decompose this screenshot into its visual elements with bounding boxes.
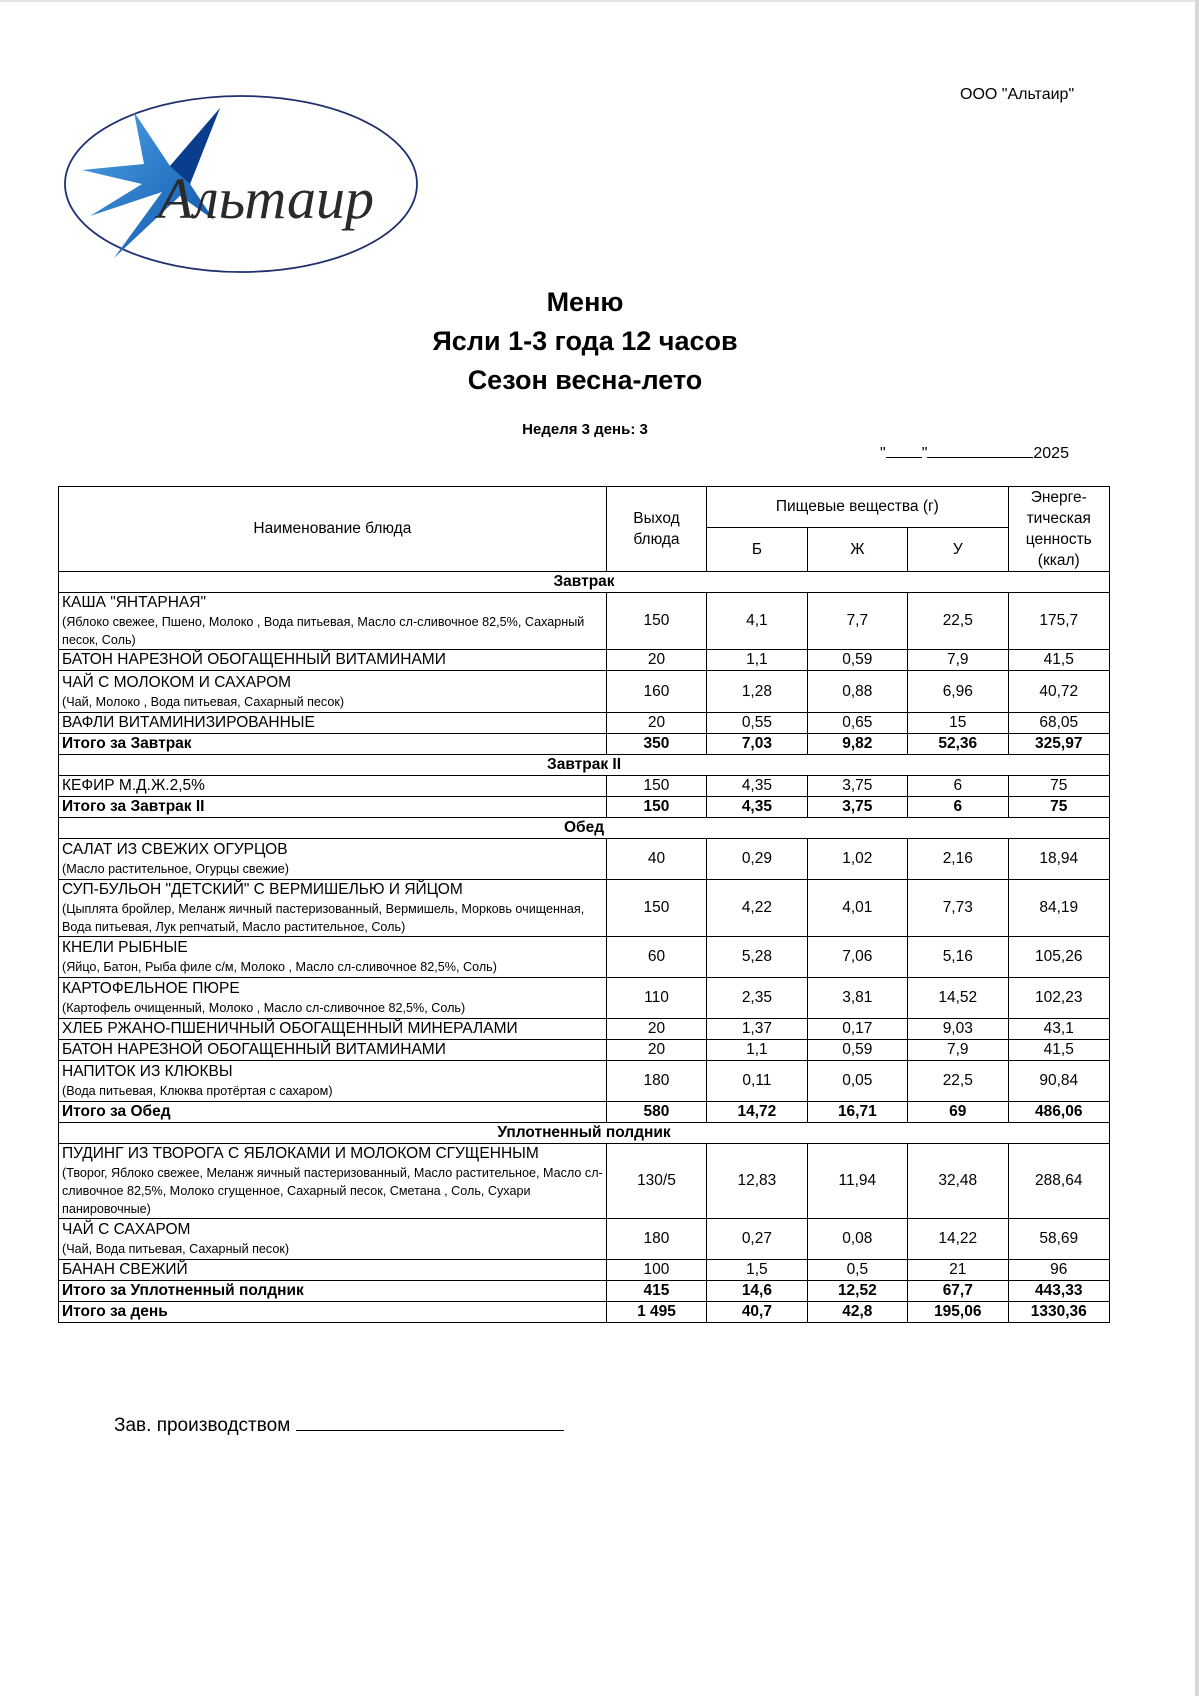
dish-b: 1,1 <box>707 650 807 671</box>
dish-zh: 0,17 <box>807 1019 907 1040</box>
section-total-row <box>59 734 1110 755</box>
dish-b: 4,35 <box>707 776 807 797</box>
total-u: 6 <box>908 797 1008 818</box>
total-b: 4,35 <box>707 797 807 818</box>
dish-output: 20 <box>606 713 706 734</box>
dish-energy: 102,23 <box>1008 978 1110 1019</box>
dish-name: САЛАТ ИЗ СВЕЖИХ ОГУРЦОВ <box>62 841 288 858</box>
total-label: Итого за Обед <box>59 1102 607 1123</box>
dish-name: ПУДИНГ ИЗ ТВОРОГА С ЯБЛОКАМИ И МОЛОКОМ СГУЩЕННЫМ <box>62 1145 539 1162</box>
section-title: Уплотненный полдник <box>59 1123 1110 1144</box>
dish-cell <box>59 1260 607 1281</box>
total-zh: 12,52 <box>807 1281 907 1302</box>
dish-energy: 90,84 <box>1008 1061 1110 1102</box>
dish-name: НАПИТОК ИЗ КЛЮКВЫ <box>62 1063 233 1080</box>
dish-cell <box>59 880 607 937</box>
total-output: 350 <box>606 734 706 755</box>
dish-zh: 3,75 <box>807 776 907 797</box>
dish-u: 9,03 <box>908 1019 1008 1040</box>
dish-b: 2,35 <box>707 978 807 1019</box>
total-output: 415 <box>606 1281 706 1302</box>
dish-row <box>59 937 1110 978</box>
dish-cell <box>59 978 607 1019</box>
dish-row <box>59 1061 1110 1102</box>
dish-row <box>59 713 1110 734</box>
dish-b: 0,55 <box>707 713 807 734</box>
dish-b: 12,83 <box>707 1144 807 1219</box>
dish-u: 6 <box>908 776 1008 797</box>
week-day-label: Неделя 3 день: 3 <box>522 421 648 438</box>
dish-u: 14,52 <box>908 978 1008 1019</box>
dish-ingredients: (Вода питьевая, Клюква протёртая с сахаром) <box>62 1084 333 1098</box>
dish-name: КАША "ЯНТАРНАЯ" <box>62 594 206 611</box>
dish-zh: 11,94 <box>807 1144 907 1219</box>
season-title: Сезон весна-лето <box>467 365 703 395</box>
day-total-output: 1 495 <box>606 1302 706 1323</box>
dish-output: 130/5 <box>606 1144 706 1219</box>
total-zh: 3,75 <box>807 797 907 818</box>
day-total-energy: 1330,36 <box>1008 1302 1110 1323</box>
total-b: 14,6 <box>707 1281 807 1302</box>
dish-cell <box>59 1144 607 1219</box>
dish-u: 14,22 <box>908 1219 1008 1260</box>
dish-u: 7,9 <box>908 650 1008 671</box>
page-top-edge <box>0 0 1199 2</box>
menu-table <box>58 486 1110 1323</box>
svg-text:Альтаир: Альтаир <box>158 166 374 231</box>
dish-energy: 288,64 <box>1008 1144 1110 1219</box>
section-total-row <box>59 1281 1110 1302</box>
total-output: 580 <box>606 1102 706 1123</box>
total-energy: 443,33 <box>1008 1281 1110 1302</box>
dish-name: КНЕЛИ РЫБНЫЕ <box>62 939 188 956</box>
dish-energy: 40,72 <box>1008 671 1110 713</box>
header-name: Наименование блюда <box>59 487 607 572</box>
dish-zh: 1,02 <box>807 839 907 880</box>
section-total-row <box>59 797 1110 818</box>
dish-u: 7,9 <box>908 1040 1008 1061</box>
section-title: Завтрак <box>59 572 1110 593</box>
total-u: 69 <box>908 1102 1008 1123</box>
dish-energy: 18,94 <box>1008 839 1110 880</box>
page-right-edge <box>1195 0 1199 1696</box>
dish-ingredients: (Яйцо, Батон, Рыба филе с/м, Молоко , Масло сл-сливочное 82,5%, Соль) <box>62 960 497 974</box>
section-row <box>59 818 1110 839</box>
page-title: Меню <box>546 287 624 317</box>
dish-output: 180 <box>606 1219 706 1260</box>
dish-b: 0,27 <box>707 1219 807 1260</box>
dish-name: БАНАН СВЕЖИЙ <box>62 1261 188 1278</box>
dish-ingredients: (Чай, Молоко , Вода питьевая, Сахарный песок) <box>62 694 345 709</box>
dish-u: 32,48 <box>908 1144 1008 1219</box>
dish-u: 21 <box>908 1260 1008 1281</box>
dish-b: 0,11 <box>707 1061 807 1102</box>
section-total-row <box>59 1102 1110 1123</box>
section-row <box>59 1123 1110 1144</box>
header-b: Б <box>707 528 807 572</box>
total-u: 52,36 <box>908 734 1008 755</box>
dish-cell <box>59 713 607 734</box>
dish-output: 100 <box>606 1260 706 1281</box>
dish-row <box>59 593 1110 650</box>
altair-logo <box>62 92 422 287</box>
total-b: 14,72 <box>707 1102 807 1123</box>
day-total-label: Итого за день <box>59 1302 607 1323</box>
dish-b: 4,22 <box>707 880 807 937</box>
dish-b: 1,28 <box>707 671 807 713</box>
dish-zh: 3,81 <box>807 978 907 1019</box>
dish-cell <box>59 1040 607 1061</box>
dish-energy: 41,5 <box>1008 1040 1110 1061</box>
total-output: 150 <box>606 797 706 818</box>
dish-u: 15 <box>908 713 1008 734</box>
day-total-zh: 42,8 <box>807 1302 907 1323</box>
total-energy: 325,97 <box>1008 734 1110 755</box>
dish-zh: 7,7 <box>807 593 907 650</box>
dish-row <box>59 671 1110 713</box>
dish-energy: 175,7 <box>1008 593 1110 650</box>
dish-name: БАТОН НАРЕЗНОЙ ОБОГАЩЕННЫЙ ВИТАМИНАМИ <box>62 651 446 668</box>
header-zh: Ж <box>807 528 907 572</box>
dish-output: 150 <box>606 593 706 650</box>
dish-row <box>59 1019 1110 1040</box>
total-label: Итого за Завтрак <box>59 734 607 755</box>
date-line <box>880 443 1069 463</box>
dish-name: ВАФЛИ ВИТАМИНИЗИРОВАННЫЕ <box>62 714 315 731</box>
dish-u: 2,16 <box>908 839 1008 880</box>
dish-energy: 96 <box>1008 1260 1110 1281</box>
dish-row <box>59 880 1110 937</box>
total-zh: 16,71 <box>807 1102 907 1123</box>
header-u: У <box>908 528 1008 572</box>
header-energy: Энерге-тическая ценность (ккал) <box>1008 487 1110 572</box>
dish-cell <box>59 839 607 880</box>
date-quote-close: " <box>921 445 928 462</box>
dish-output: 20 <box>606 1040 706 1061</box>
dish-ingredients: (Чай, Вода питьевая, Сахарный песок) <box>62 1242 290 1256</box>
dish-row <box>59 839 1110 880</box>
section-row <box>59 572 1110 593</box>
dish-ingredients: (Масло растительное, Огурцы свежие) <box>62 862 289 876</box>
total-zh: 9,82 <box>807 734 907 755</box>
total-label: Итого за Уплотненный полдник <box>59 1281 607 1302</box>
dish-energy: 75 <box>1008 776 1110 797</box>
document-titles <box>0 283 1170 400</box>
signature-block <box>114 1412 564 1437</box>
menu-table-body <box>59 572 1110 1323</box>
dish-u: 22,5 <box>908 1061 1008 1102</box>
day-total-row <box>59 1302 1110 1323</box>
total-b: 7,03 <box>707 734 807 755</box>
date-day-blank <box>886 443 922 458</box>
dish-row <box>59 776 1110 797</box>
page-subtitle: Ясли 1-3 года 12 часов <box>432 326 738 356</box>
dish-zh: 0,65 <box>807 713 907 734</box>
dish-row <box>59 1040 1110 1061</box>
dish-output: 40 <box>606 839 706 880</box>
dish-name: СУП-БУЛЬОН "ДЕТСКИЙ" С ВЕРМИШЕЛЬЮ И ЯЙЦОМ <box>62 881 463 898</box>
company-name: ООО "Альтаир" <box>960 86 1075 103</box>
dish-output: 20 <box>606 650 706 671</box>
total-label: Итого за Завтрак II <box>59 797 607 818</box>
header-output: Выход блюда <box>606 487 706 572</box>
dish-energy: 84,19 <box>1008 880 1110 937</box>
dish-zh: 0,88 <box>807 671 907 713</box>
dish-zh: 0,5 <box>807 1260 907 1281</box>
dish-zh: 7,06 <box>807 937 907 978</box>
dish-name: ЧАЙ С САХАРОМ <box>62 1221 191 1238</box>
dish-cell <box>59 1061 607 1102</box>
day-total-b: 40,7 <box>707 1302 807 1323</box>
section-title: Завтрак II <box>59 755 1110 776</box>
dish-row <box>59 1219 1110 1260</box>
dish-name: ХЛЕБ РЖАНО-ПШЕНИЧНЫЙ ОБОГАЩЕННЫЙ МИНЕРАЛАМИ <box>62 1020 518 1037</box>
dish-output: 150 <box>606 880 706 937</box>
dish-output: 110 <box>606 978 706 1019</box>
signature-label: Зав. производством <box>114 1415 291 1436</box>
signature-line <box>296 1412 564 1431</box>
dish-energy: 41,5 <box>1008 650 1110 671</box>
dish-ingredients: (Яблоко свежее, Пшено, Молоко , Вода питьевая, Масло сл-сливочное 82,5%, Сахарный песок, Соль) <box>62 615 585 647</box>
header-nutrients: Пищевые вещества (г) <box>707 487 1008 528</box>
day-total-u: 195,06 <box>908 1302 1008 1323</box>
dish-cell <box>59 937 607 978</box>
dish-u: 7,73 <box>908 880 1008 937</box>
dish-cell <box>59 593 607 650</box>
dish-output: 60 <box>606 937 706 978</box>
dish-ingredients: (Картофель очищенный, Молоко , Масло сл-сливочное 82,5%, Соль) <box>62 1001 466 1015</box>
dish-row <box>59 1144 1110 1219</box>
dish-energy: 68,05 <box>1008 713 1110 734</box>
dish-output: 160 <box>606 671 706 713</box>
dish-output: 20 <box>606 1019 706 1040</box>
dish-cell <box>59 1019 607 1040</box>
date-month-blank <box>927 443 1033 458</box>
dish-b: 1,37 <box>707 1019 807 1040</box>
dish-zh: 0,59 <box>807 1040 907 1061</box>
total-energy: 75 <box>1008 797 1110 818</box>
total-u: 67,7 <box>908 1281 1008 1302</box>
section-title: Обед <box>59 818 1110 839</box>
date-year: 2025 <box>1033 445 1069 462</box>
dish-zh: 0,59 <box>807 650 907 671</box>
dish-row <box>59 978 1110 1019</box>
dish-name: ЧАЙ С МОЛОКОМ И САХАРОМ <box>62 673 292 691</box>
total-energy: 486,06 <box>1008 1102 1110 1123</box>
dish-cell <box>59 776 607 797</box>
dish-energy: 105,26 <box>1008 937 1110 978</box>
dish-zh: 0,05 <box>807 1061 907 1102</box>
dish-name: БАТОН НАРЕЗНОЙ ОБОГАЩЕННЫЙ ВИТАМИНАМИ <box>62 1041 446 1058</box>
dish-output: 180 <box>606 1061 706 1102</box>
dish-row <box>59 650 1110 671</box>
section-row <box>59 755 1110 776</box>
dish-name: КЕФИР М.Д.Ж.2,5% <box>62 777 205 794</box>
dish-u: 6,96 <box>908 671 1008 713</box>
dish-u: 22,5 <box>908 593 1008 650</box>
dish-b: 4,1 <box>707 593 807 650</box>
dish-zh: 4,01 <box>807 880 907 937</box>
dish-ingredients: (Творог, Яблоко свежее, Меланж яичный пастеризованный, Масло растительное, Масло сл-сливочное 82,5%, Молоко сгущенное, Сахарный песок, Сметана , Соль, Сухари панировочные) <box>62 1166 603 1216</box>
dish-u: 5,16 <box>908 937 1008 978</box>
dish-output: 150 <box>606 776 706 797</box>
dish-b: 1,5 <box>707 1260 807 1281</box>
dish-b: 0,29 <box>707 839 807 880</box>
dish-energy: 58,69 <box>1008 1219 1110 1260</box>
dish-name: КАРТОФЕЛЬНОЕ ПЮРЕ <box>62 980 240 997</box>
dish-cell <box>59 1219 607 1260</box>
dish-zh: 0,08 <box>807 1219 907 1260</box>
dish-b: 1,1 <box>707 1040 807 1061</box>
dish-cell <box>59 671 607 713</box>
dish-ingredients: (Цыплята бройлер, Меланж яичный пастеризованный, Вермишель, Морковь очищенная, Вода питьевая, Лук репчатый, Масло растительное, Соль) <box>62 902 585 934</box>
dish-energy: 43,1 <box>1008 1019 1110 1040</box>
dish-b: 5,28 <box>707 937 807 978</box>
date-quote-open: " <box>880 445 886 462</box>
dish-cell <box>59 650 607 671</box>
dish-row <box>59 1260 1110 1281</box>
